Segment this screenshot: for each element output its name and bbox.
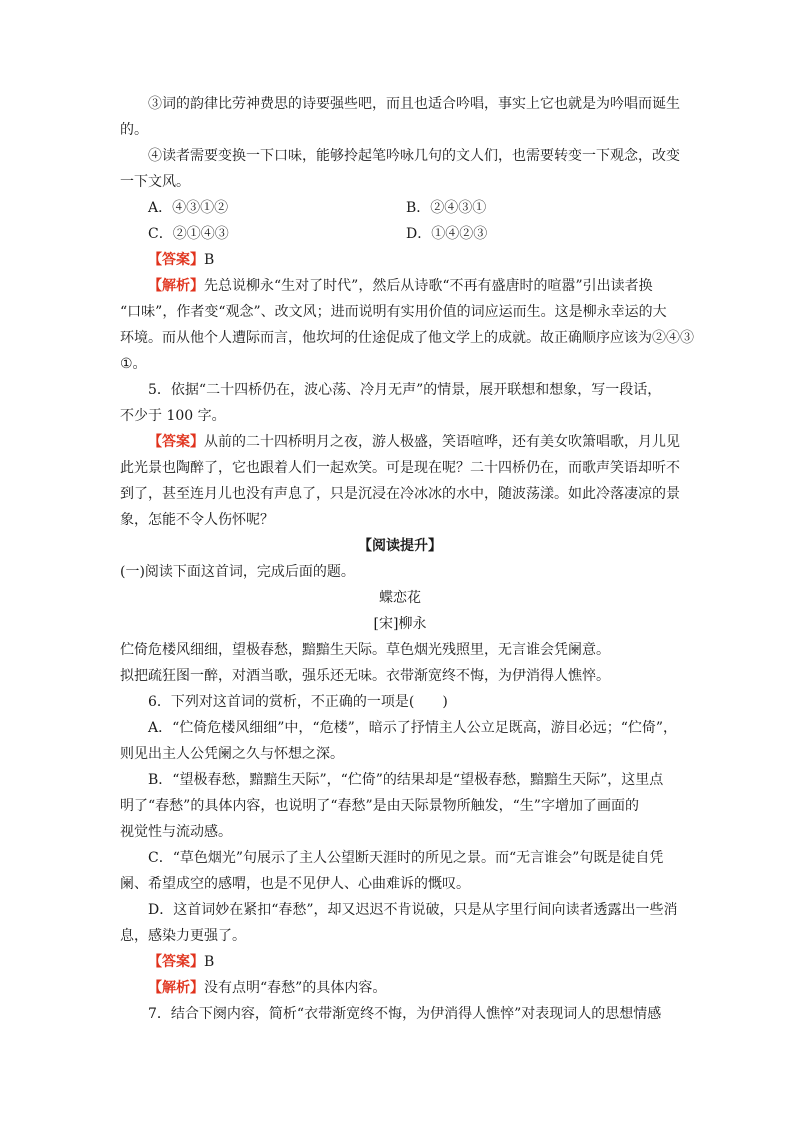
poem-line2: 拟把疏狂图一醉，对酒当歌，强乐还无味。衣带渐宽终不悔，为伊消得人憔悴。	[120, 668, 610, 684]
q4-option-c: C．②①④③	[148, 226, 229, 242]
answer-value: B	[204, 252, 215, 268]
q4-option-d: D．①④②③	[406, 226, 488, 242]
q4-item3-line1: ③词的韵律比劳神费思的诗要强些吧，而且也适合吟唱，事实上它也就是为吟唱而诞生	[148, 96, 680, 112]
q4-item3-line2: 的。	[120, 122, 148, 138]
q6-option-a-line2: 则见出主人公凭阑之久与怀想之深。	[120, 746, 344, 762]
answer-tag: 【答案】	[148, 954, 204, 970]
q4-item4-line1: ④读者需要变换一下口味，能够拎起笔吟咏几句的文人们，也需要转变一下观念，改变	[148, 148, 680, 164]
q6-analysis	[148, 978, 386, 998]
q5-prompt-line2: 不少于 100 字。	[120, 408, 226, 424]
analysis-tag: 【解析】	[148, 278, 204, 294]
q4-option-a: A．④③①②	[148, 200, 229, 216]
poem-line1: 伫倚危楼风细细，望极春愁，黯黯生天际。草色烟光残照里，无言谁会凭阑意。	[120, 642, 610, 658]
section-title: 【阅读提升】	[358, 538, 442, 554]
q6-option-a-line1: A．“伫倚危楼风细细”中，“危楼”，暗示了抒情主人公立足既高，游目必远；“伫倚”，	[148, 720, 678, 736]
q6-option-b-line1: B．“望极春愁，黯黯生天际”，“伫倚”的结果却是“望极春愁，黯黯生天际”，这里点	[148, 772, 664, 788]
q5-answer-line4: 象，怎能不令人伤怀呢？	[120, 512, 274, 528]
q4-analysis-line4: ①。	[120, 356, 147, 372]
q7-prompt: 7．结合下阕内容，简析“衣带渐宽终不悔，为伊消得人憔悴”对表现词人的思想情感	[148, 1006, 662, 1022]
q4-analysis-line2: “口味”，作者变“观念”、改文风；进而说明有实用价值的词应运而生。这是柳永幸运的大	[120, 304, 667, 320]
q5-answer-line2: 此光景也陶醉了，它也跟着人们一起欢笑。可是现在呢？二十四桥仍在，而歌声笑语却听不	[120, 460, 680, 476]
q4-analysis-line3: 环境。而从他个人遭际而言，他坎坷的仕途促成了他文学上的成就。故正确顺序应该为②④③	[120, 330, 694, 346]
q5-answer-line3: 到了，甚至连月儿也没有声息了，只是沉浸在冷冰冰的水中，随波荡漾。如此冷落凄凉的景	[120, 486, 680, 502]
q4-analysis-line1	[148, 276, 653, 296]
q5-prompt-line1: 5．依据“二十四桥仍在，波心荡、冷月无声”的情景，展开联想和想象，写一段话，	[148, 382, 662, 398]
q5-answer-line1	[148, 432, 680, 452]
poem-title: 蝶恋花	[379, 590, 421, 606]
answer-text: 从前的二十四桥明月之夜，游人极盛，笑语喧哗，还有美女吹箫唱歌，月儿见	[204, 434, 680, 450]
q4-answer	[148, 250, 214, 270]
q6-answer	[148, 952, 214, 972]
answer-tag: 【答案】	[148, 252, 204, 268]
q4-option-b: B．②④③①	[406, 200, 487, 216]
analysis-tag: 【解析】	[148, 980, 204, 996]
answer-tag: 【答案】	[148, 434, 204, 450]
q6-option-c-line2: 阑、希望成空的感喟，也是不见伊人、心曲难诉的慨叹。	[120, 876, 470, 892]
q6-option-b-line2: 明了“春愁”的具体内容，也说明了“春愁”是由天际景物所触发，“生”字增加了画面的	[120, 798, 639, 814]
q6-prompt: 6．下列对这首词的赏析，不正确的一项是( )	[148, 694, 448, 710]
poem-author: [宋]柳永	[373, 616, 427, 632]
analysis-text: 没有点明“春愁”的具体内容。	[204, 980, 387, 996]
q6-option-c-line1: C．“草色烟光”句展示了主人公望断天涯时的所见之景。而“无言谁会”句既是徒自凭	[148, 850, 664, 866]
q6-option-d-line2: 息，感染力更强了。	[120, 928, 246, 944]
analysis-text: 先总说柳永“生对了时代”，然后从诗歌“不再有盛唐时的喧嚣”引出读者换	[204, 278, 653, 294]
q6-option-b-line3: 视觉性与流动感。	[120, 824, 232, 840]
reading-intro: (一)阅读下面这首词，完成后面的题。	[120, 564, 355, 580]
q4-item4-line2: 一下文风。	[120, 174, 190, 190]
answer-value: B	[204, 954, 215, 970]
q6-option-d-line1: D．这首词妙在紧扣“春愁”，却又迟迟不肯说破，只是从字里行间向读者透露出一些消	[148, 902, 678, 918]
